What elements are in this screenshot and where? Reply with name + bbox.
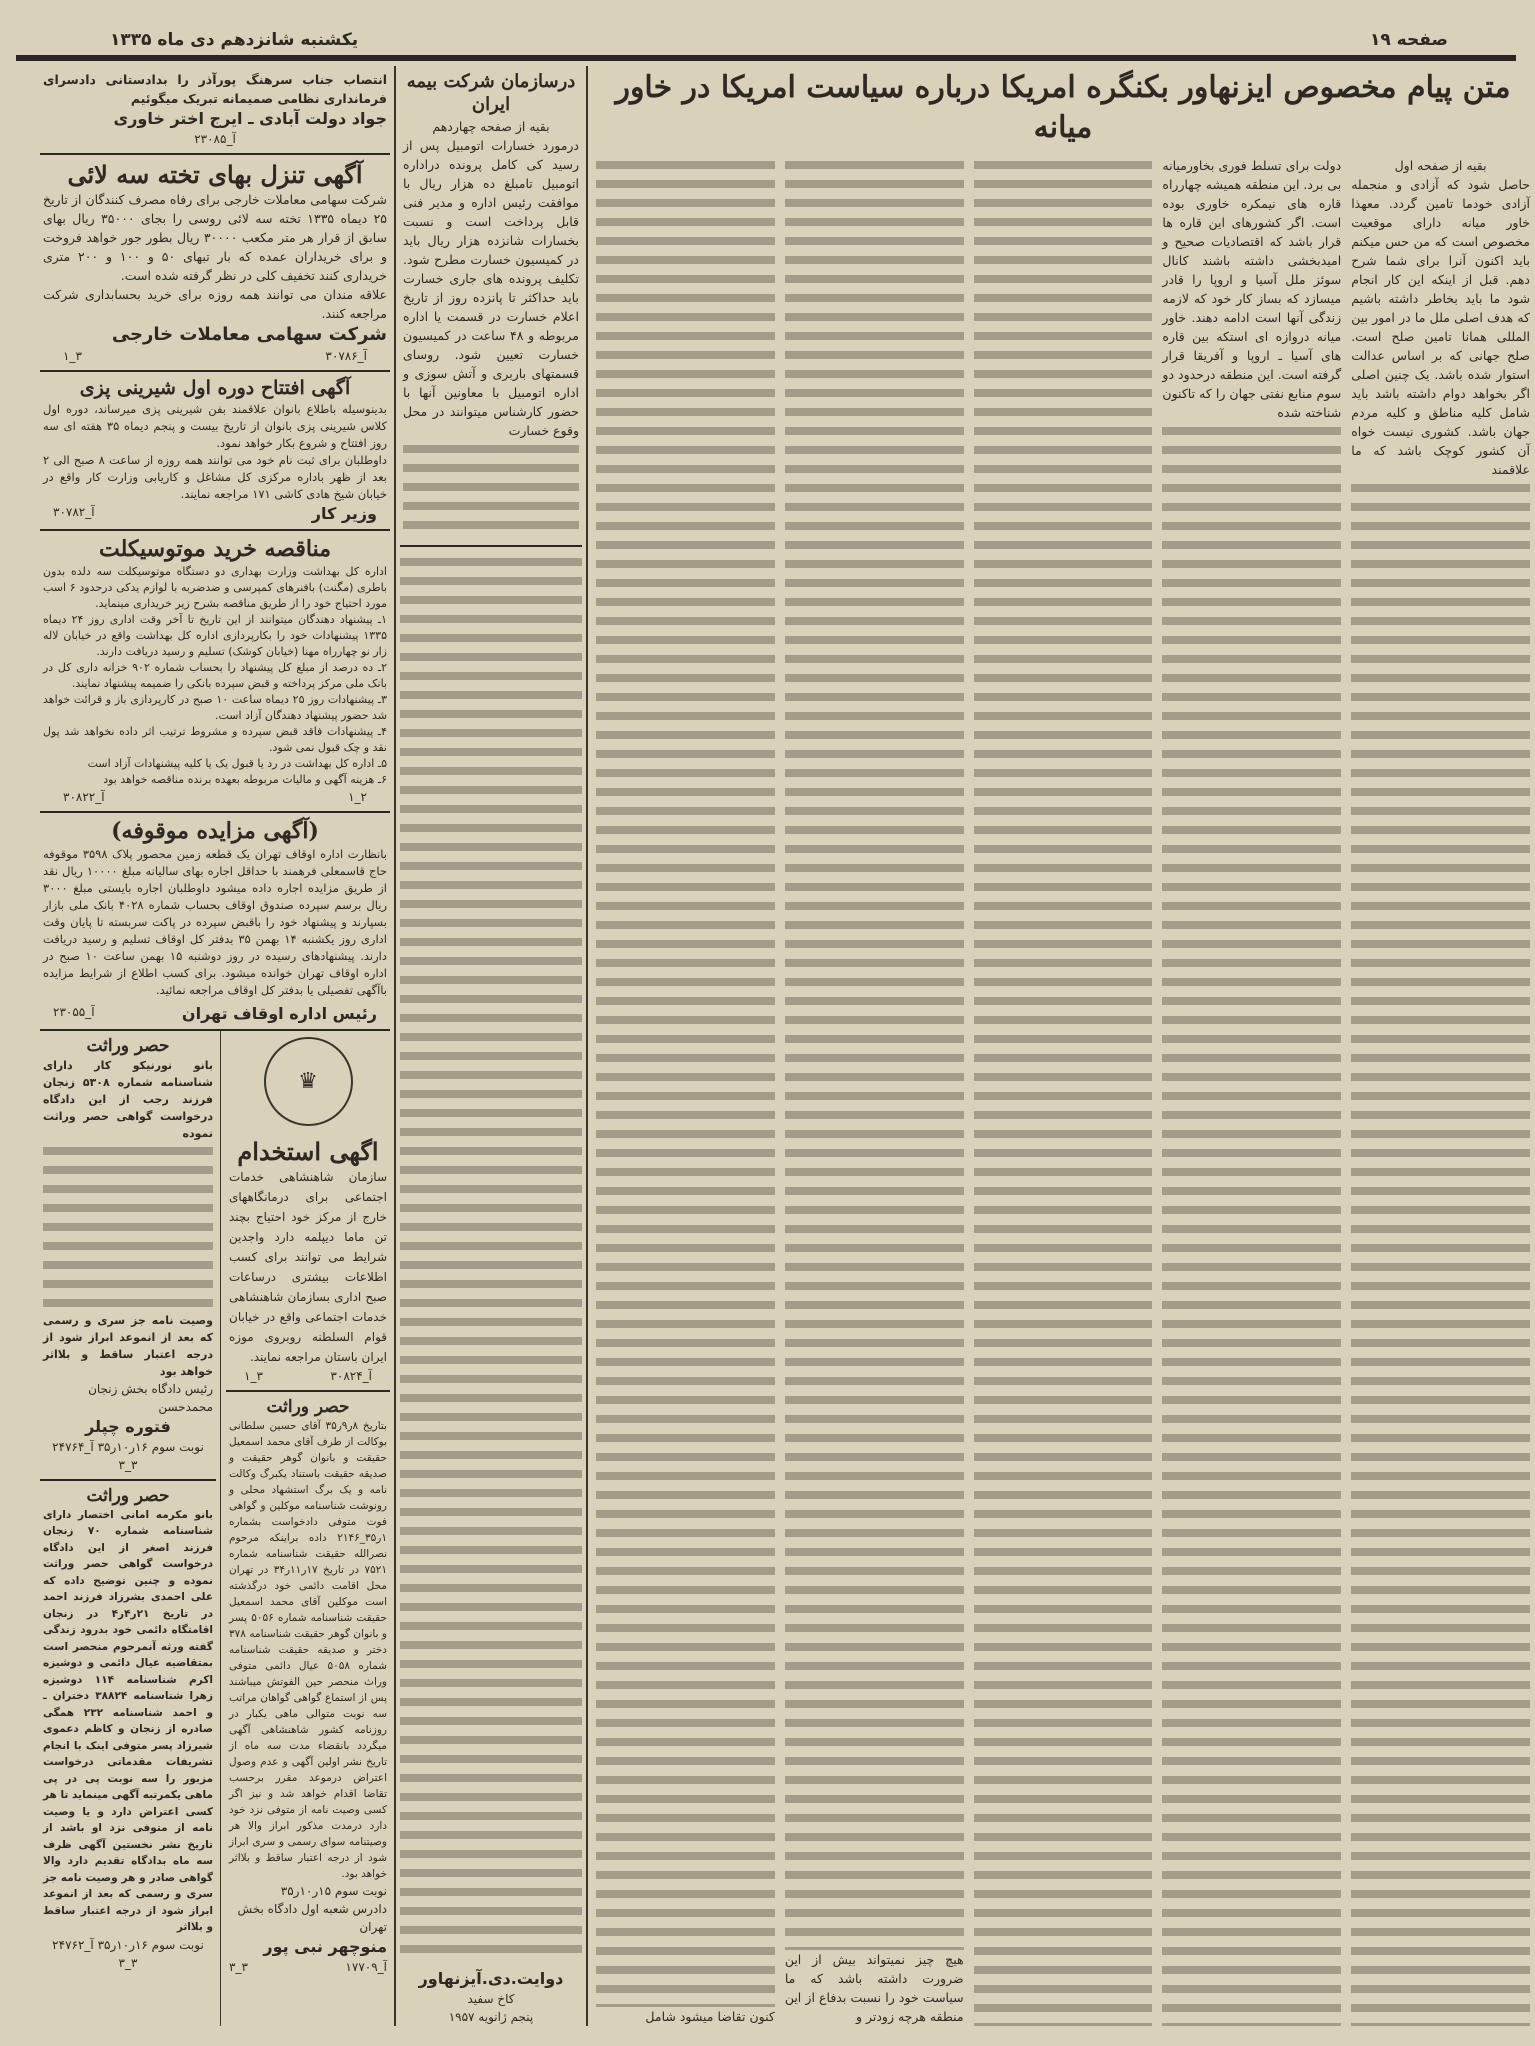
ad-title: (آگهی مزایده موقوفه) — [111, 817, 319, 844]
ad-signer: رئیس اداره اوقاف تهران — [181, 1003, 377, 1023]
lower-ads — [40, 1031, 390, 2026]
insurance-column — [396, 66, 588, 2026]
ad-body: سازمان شاهنشاهی خدمات اجتماعی برای درمانگاههای خارج از مرکز خود احتیاج بچند تن ماما دیپلمه دارد واجدین شرایط می توانند برای کسب اطلاعات بیشتری درساعات صبح اداری بسازمان شاهنشاهی خدمات اجتماعی واقع در خیابان قوام السلطنه روبروی موزه ایران باستان مراجعه نمایند. — [229, 1170, 387, 1365]
ad-title: مناقصه خرید موتوسیکلت — [99, 536, 331, 563]
newspaper-page — [40, 66, 1530, 2046]
ad-run: ۳_۱ — [63, 349, 82, 364]
pastry-course-ad — [40, 372, 390, 531]
ad-run: ۳_۳ — [118, 1955, 138, 1970]
main-article — [588, 66, 1530, 2026]
plywood-ad — [40, 155, 390, 372]
main-headline: متن پیام مخصوص ایزنهاور بکنگره امریکا درباره سیاست امریکا در خاور میانه — [615, 70, 1511, 145]
article-columns — [596, 156, 1530, 2026]
article-column-2 — [1162, 156, 1341, 2026]
insurance-text-continued — [403, 440, 579, 540]
ad-body: اداره کل بهداشت وزارت بهداری دو دستگاه موتوسیکلت سه دلده بدون باطری (مگنت) بافنرهای کمپرسی و ضدضربه با لوازم یدکی درحدود ۶ اسب مورد احتیاج خود را از طریق مناقصه بشرح زیر خریداری مینماید. — [43, 564, 387, 610]
ad-body: بانظارت اداره اوقاف تهران یک قطعه زمین محصور پلاک ۳۵۹۸ موقوفه حاج قاسمعلی فرهمند با حداقل اجاره بهای سالیانه مبلغ ۱۰۰۰۰ ریال نقد از طریق مزایده اجاره داده میشود داوطلبان اجاره بایستی مبلغ ۳۰۰۰ ریال برسم سپرده صندوق اوقاف بحساب شماره ۴۰۲۸ بانک ملی بازار بسپارند و پیشنهاد خود را باقبض سپرده در پاکت سربسته تا پایان وقت اداری روز یکشنبه ۱۴ بهمن ۳۵ بدفتر کل اوقاف تسلیم و رسید دریافت دارند. پیشنهادهای رسیده در روز دوشنبه ۱۵ بهمن ساعت ۱۰ صبح در اداره اوقاف تهران خوانده میشود. برای کسب اطلاع از شرایط مزایده باآگهی تفصیلی یا بدفتر کل اوقاف مراجعه نمائید. — [43, 846, 388, 997]
signature-date: پنجم ژانویه ۱۹۵۷ — [448, 2010, 534, 2024]
employment-ad — [226, 1132, 390, 1392]
signer-title: رئیس دادگاه بخش زنجان محمدحسن — [88, 1382, 213, 1415]
article-column-1 — [1351, 156, 1530, 2026]
appointment-ad — [40, 66, 390, 155]
lower-ads-right — [221, 1031, 390, 2026]
ad-body: بانو نورنیکو کار دارای شناسنامه شماره ۵۳۰۸ زنجان فرزند رجب از این دادگاه درخواست گواهی حصر وراثت نموده — [43, 1059, 213, 1141]
article-text — [974, 156, 1153, 2026]
ad-run: ۳_۳ — [118, 1457, 138, 1472]
ad-body: بدینوسیله باطلاع بانوان علاقمند بفن شیرینی پزی میرساند، دوره اول کلاس شیرینی پزی بانوان از تاریخ بیست و پنجم دیماه ۳۵ هفته ای سه روز افتتاح و شروع بکار خواهد نمود. — [43, 401, 387, 450]
article-column-5 — [596, 156, 775, 2026]
ad-run: ۳_۱ — [244, 1369, 263, 1384]
lower-ads-left — [40, 1031, 221, 2026]
tender-item: ۳ـ پیشنهادات روز ۲۵ دیماه ساعت ۱۰ صبح در کارپردازی باز و قرائت خواهد شد حضور پیشنهاد دهندگان آزاد است. — [43, 692, 387, 722]
motorcycle-tender-ad — [40, 531, 390, 813]
article-text-end: هیچ چیز نمیتواند بیش از این ضرورت داشته باشد که ما سیاست خود را نسبت بدفاع از این منطقه هرچه زودتر و — [784, 1952, 964, 2024]
article-text: حاصل شود که آزادی و منجمله آزادی خودما تامین گردد. معهذا خاور میانه دارای موقعیت مخصوص است که من حس میکنم باید اکنون آنرا برای شما شرح دهم. قبل از اینکه این کار انجام شود ما باید بخاطر داشته باشیم که هدف اصلی ملل ما در امور بین المللی همانا تامین صلح است. صلح جهانی که بر اساس عدالت استوار شده باشد. یک چنین اصلی اگر بخواهد دوام داشته باشد باید شامل کلیه مناطق و کلیه مردم جهان باشد. کشوری نیست خواه آن کشور کوچک باشد که ما علاقمند — [1351, 177, 1530, 477]
tender-item: ۵ـ اداره کل بهداشت در رد یا قبول یک یا کلیه پیشنهادات آزاد است — [87, 756, 387, 770]
article-signature-block — [400, 1962, 582, 2026]
ads-column — [40, 66, 396, 2026]
continued-note: بقیه از صفحه اول — [1394, 158, 1487, 173]
ad-ref: آ_۳۰۷۸۲ — [53, 504, 95, 519]
article-text: دولت برای تسلط فوری بخاورمیانه بی برد. این منطقه همیشه چهارراه قاره های نیمکره خاوری بوده است. اگر کشورهای این قاره ها قرار باشد که اقتصادیات صحیح و امیدبخشی داشته باشند کانال سوئز ملل آسیا و اروپا را قادر میسازد که بساز کار خود که لازمه زندگی آنها است ادامه دهند. خاور میانه دروازه ای استکه بین قاره های آسیا ـ اروپا و آفریقا قرار گرفته است. این منطقه درحدود دو سوم منابع نفتی جهان را که تاکنون شناخته شده — [1162, 158, 1342, 420]
appointment-text: انتصاب جناب سرهنگ پورآذر را بدادستانی دادسرای فرمانداری نظامی صمیمانه تبریک میگوئیم — [43, 72, 387, 106]
ad-run: ۳_۳ — [229, 1960, 248, 1975]
ad-body: شرکت سهامی معاملات خارجی برای رفاه مصرف کنندگان از تاریخ ۲۵ دیماه ۱۳۳۵ تخته سه لائی روسی را بجای ۳۵۰۰۰ ریال بهای سابق از قرار هر متر مکعب ۳۰۰۰۰ ریال بطور جور خواهد فروخت و برای خریداران عمده که بار تبهای ۵۰ و ۱۰۰ و ۲۰۰ متری خریداری کنند تخفیف کلی در نظر گرفته شده است. — [43, 191, 388, 283]
ad-title: حصر وراثت — [86, 1036, 170, 1057]
ad-title: حصر وراثت — [266, 1397, 350, 1418]
inheritance-notice-2 — [40, 1481, 216, 1977]
ad-body: بانو مکرمه امانی اختصار دارای شناسنامه شماره ۷۰ زنجان فرزند اصغر از این دادگاه درخواست گواهی حصر وراثت نموده و چنین توضیح داده که علی احمدی بشرزاد فرزند احمد در تاریخ ۲۱ر۴ر۴ در زنجان اقامتگاه دائمی خود بدرود زندگی گفته ورثه آنمرحوم منحصر است بمتقاضیه عیال دائمی و دوشیزه اکرم شناسنامه ۱۱۴ دوشیزه زهرا شناسنامه ۳۸۸۲۴ دختران ـ و احمد شناسنامه ۲۳۲ همگی صادره از زنجان و کاظم دعموی شیرزاد پسر متوفی اینک با انجام تشریفات مقدماتی درخواست مزبور را سه نوبت پی در پی ماهی یکمرتبه آگهی مینماید تا هر کسی اعتراض دارد و یا وصیت نامه از متوفی نزد او باشد از تاریخ نشر نخستین آگهی ظرف سه ماه بدادگاه تقدیم دارد والا گواهی صادر و هر وصیت نامه جز سری و رسمی که بعد از انموعد ابراز شود از درجه اعتبار ساقط و بلااثر — [43, 1508, 213, 1934]
article-continuation — [400, 553, 582, 1963]
ad-signer: وزیر کار — [311, 503, 377, 523]
continued-note: بقیه از صفحه چهاردهم — [432, 118, 550, 134]
ad-ref: نوبت سوم ۱۵ر۱۰ر۳۵ — [280, 1884, 387, 1899]
signature-place: کاخ سفید — [467, 1992, 515, 2006]
article-text — [596, 156, 775, 2007]
endowment-auction-ad — [40, 813, 390, 1031]
article-text — [785, 156, 964, 1950]
ad-body-end: وصیت نامه جز سری و رسمی که بعد از انموعد ابراز شود از درجه اعتبار ساقط و بلااثر خواهد بود — [43, 1314, 213, 1379]
ad-ref: آ_۱۷۷۰۹ — [345, 1960, 387, 1975]
tender-item: ۴ـ پیشنهادات فاقد قبض سپرده و مشروط ترتیب اثر داده نخواهد شد پول نقد و چک قبول نمی شود. — [43, 724, 387, 754]
crown-icon: ♛ — [298, 1069, 318, 1095]
ad-body: داوطلبان برای ثبت نام خود می توانند همه روزه از ساعت ۸ صبح الی ۲ بعد از ظهر باداره مرکزی کل مشاغل و کاریابی وزارت کار واقع در خیابان شیخ هادی کاشی ۱۷۱ مراجعه نمایند. — [43, 452, 387, 501]
appointment-signers: جواد دولت آبادی ـ ایرج اختر خاوری — [113, 109, 387, 128]
insurance-title: درسازمان شرکت بیمه ایران — [406, 71, 576, 116]
masthead-rule — [16, 55, 1516, 61]
ad-title: آگهی افتتاح دوره اول شیرینی پزی — [79, 377, 351, 400]
tender-item: ۲ـ ده درصد از مبلغ کل پیشنهاد را بحساب شماره ۹۰۲ خزانه داری کل در بانک ملی مرکز پرداخته و قبض سپرده بانکی را ضمیمه پیشنهاد نمایند. — [43, 660, 387, 690]
tender-item: ۶ـ هزینه آگهی و مالیات مربوطه بعهده برنده مناقصه خواهد بود — [103, 772, 387, 786]
issue-date: یکشنبه شانزدهم دی ماه ۱۳۳۵ — [110, 30, 359, 50]
article-column-3 — [974, 156, 1153, 2026]
social-services-emblem — [264, 1037, 353, 1126]
ad-title: حصر وراثت — [86, 1485, 170, 1506]
article-text-continued — [1351, 479, 1530, 2026]
article-text-continued — [1162, 422, 1341, 2026]
ad-ref: نوبت سوم ۱۶ر۱۰ر۳۵ آ_۲۴۷۶۴ — [52, 1439, 204, 1454]
ad-title: اگهی استخدام — [237, 1137, 379, 1167]
signature: دوایت.دی.آیزنهاور — [418, 1969, 564, 1989]
ad-body: علاقه مندان می توانند همه روزه برای خرید بحسابداری شرکت مراجعه کنند. — [43, 286, 387, 321]
ad-ref: آ_۳۰۷۸۶ — [325, 349, 367, 364]
ad-ref: آ_۳۰۸۲۲ — [63, 789, 105, 804]
page-number: صفحه ۱۹ — [1370, 30, 1448, 50]
inheritance-notice-3 — [226, 1392, 390, 1981]
ad-body-continued — [43, 1142, 213, 1312]
ad-run: ۲_۱ — [348, 789, 367, 804]
tender-item: ۱ـ پیشنهاد دهندگان میتوانند از این تاریخ تا آخر وقت اداری روز ۲۴ دیماه ۱۳۳۵ پیشنهادات خود را بکارپردازی اداره کل بهداشت واقع در خیابان لاله زار نو چهارراه مهنا (خیابان کوشک) تسلیم و رسید دریافت دارند. — [43, 612, 387, 658]
insurance-text: درمورد خسارات اتومبیل پس از رسید کی کامل پرونده دراداره اتومبیل تامبلغ ده هزار ریال با موافقت رئیس اداره و مدیر فنی قابل پرداخت است و نسبت بخسارات شانزده هزار ریال باید در کمیسیون خسارت مطرح شود. تکلیف پرونده های جاری خسارت باید حداکثر تا پانزده روز از تاریخ اعلام خسارت در قسمت یا اداره مربوطه و ۴۸ ساعت در کمیسیون خسارت تعیین شود. روسای قسمتهای باربری و آتش سوزی و اداره اتومبیل با معاونین آنها با حضور کارشناس میتوانند در محل وقوع خسارت — [403, 137, 579, 438]
article-text-end: کنون تقاضا میشود شامل — [645, 2009, 775, 2024]
ad-signer: فتوره چپلر — [85, 1417, 171, 1437]
ad-signer: شرکت سهامی معاملات خارجی — [111, 323, 387, 345]
insurance-article — [400, 66, 582, 547]
inheritance-notice-1 — [40, 1031, 216, 1481]
court-title: دادرس شعبه اول دادگاه بخش تهران — [237, 1902, 387, 1935]
ad-ref: آ_۲۳۰۵۵ — [53, 1004, 95, 1019]
ad-ref: آ_۳۰۸۲۴ — [330, 1369, 372, 1384]
ad-signer: منوچهر نبی پور — [263, 1937, 387, 1957]
ad-title: آگهی تنزل بهای تخته سه لائی — [67, 159, 363, 189]
ad-body: بتاریخ ۸ر۹ر۳۵ آقای حسین سلطانی بوکالت از طرف آقای محمد اسمعیل حقیقت و بانوان گوهر حقیقت و صدیقه حقیقت باستناد یکبرگ وکالت نامه و یک برگ استشهاد محلی و رونوشت شناسنامه موکلین و گواهی فوت متوفی دادخواست بشماره ۱ر۳۵_۲۱۴۶ داده براینکه مرحوم نصرالله حقیقت شناسنامه شماره ۷۵۲۱ در تاریخ ۱۷ر۱۱ر۳۴ در تهران محل اقامت دائمی خود درگذشته است موکلین آقای محمد اسمعیل حقیقت شناسنامه شماره ۵۰۵۶ پسر و بانوان گوهر حقیقت شناسنامه ۳۷۸ دختر و صدیقه حقیقت شناسنامه شماره ۵۰۵۸ عیال دائمی متوفی وراث منحصر حین الفوتش میباشند پس از استماع گواهی گواهان مراتب سه نوبت متوالی ماهی یکبار در روزنامه کشور شاهنشاهی آگهی میگردد بانقضاء مدت سه ماه از تاریخ نشر اولین آگهی و عدم وصول اعتراض درموعد مقرر برحسب تقاضا اقدام خواهد شد و نیز اگر کسی وصیت نامه از متوفی نزد خود دارد درمدت مذکور ابراز والا هر وصیتنامه سوای رسمی و سری ابراز شود از درجه اعتبار ساقط و بلااثر خواهد بود. — [229, 1420, 388, 1881]
ad-ref: آ_۲۳۰۸۵ — [194, 131, 236, 146]
ad-ref: نوبت سوم ۱۶ر۱۰ر۳۵ آ_۲۴۷۶۲ — [52, 1937, 204, 1952]
article-column-4 — [785, 156, 964, 2026]
